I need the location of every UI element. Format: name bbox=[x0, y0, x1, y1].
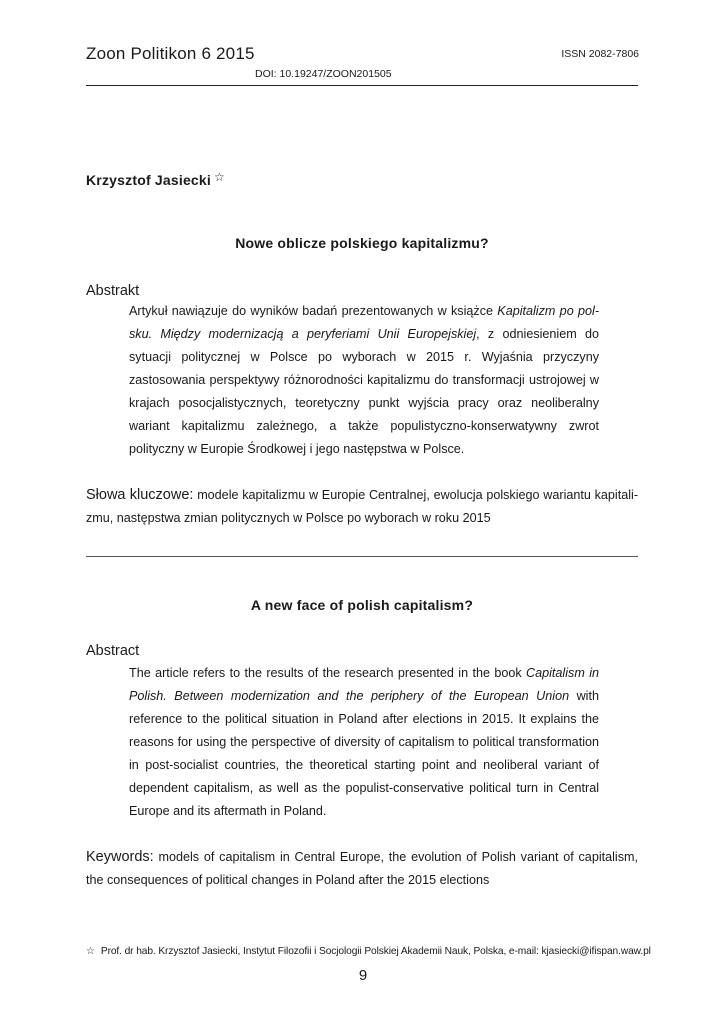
english-abstract-book-title: Capitalism in Polish. Between modernization and the periphery of the European Union bbox=[129, 666, 599, 703]
english-keywords-text: models of capitalism in Central Europe, the evolution of Polish variant of capitalism, the consequences of political changes in Poland after the 2015 elections bbox=[86, 850, 639, 887]
polish-keywords-label: Słowa kluczowe: bbox=[86, 487, 194, 503]
header-rule bbox=[86, 85, 638, 86]
english-keywords bbox=[86, 846, 638, 892]
author bbox=[86, 170, 225, 188]
footnote bbox=[86, 946, 651, 957]
page-number: 9 bbox=[358, 967, 368, 984]
doi: DOI: 10.19247/ZOON201505 bbox=[255, 68, 392, 80]
author-name: Krzysztof Jasiecki bbox=[86, 172, 211, 188]
english-abstract-text-2: with reference to the political situation in Poland after elections in 2015. It explains the reasons for using the perspective of diversity of capitalism to political transformation in post-socialist countries, the theoretical starting point and neoliberal variant of dependent capitalism, as well as the populist-conservative political turn in Central Europe and its aftermath in Poland. bbox=[129, 689, 599, 818]
polish-abstract-book-title: Kapitalizm po polsku. Między modernizacją a peryferiami Unii Europejskiej bbox=[129, 304, 600, 341]
english-title: A new face of polish capitalism? bbox=[250, 597, 474, 613]
polish-abstract-text-2: , z odniesieniem do sytuacji politycznej w Polsce po wyborach w 2015 r. Wyjaśnia przyczyny zastosowania perspektywy różnorodności kapitalizmu do transformacji ustrojowej w krajach posocjalistycznych, teoretyczny punkt wyjścia pracy oraz neoliberalny wariant kapitalizmu zależnego, a także populistyczno-konserwatywny zwrot polityczny w Europie Środkowej i jego następstwa w Polsce. bbox=[129, 327, 600, 456]
footnote-marker: ☆ bbox=[86, 946, 95, 957]
english-abstract-heading: Abstract bbox=[86, 643, 140, 659]
polish-keywords-text: modele kapitalizmu w Europie Centralnej, ewolucja polskiego wariantu kapitalizmu, następstwa zmian politycznych w Polsce po wyborach w roku 2015 bbox=[86, 488, 639, 525]
polish-keywords bbox=[86, 484, 638, 530]
polish-abstract-text-1: Artykuł nawiązuje do wyników badań prezentowanych w książce bbox=[129, 304, 498, 318]
journal-title: Zoon Politikon 6 2015 bbox=[86, 44, 255, 63]
issn: ISSN 2082-7806 bbox=[561, 48, 639, 60]
author-footnote-marker: ☆ bbox=[214, 170, 225, 184]
english-abstract-text-1: The article refers to the results of the research presented in the book bbox=[129, 666, 527, 680]
polish-title: Nowe oblicze polskiego kapitalizmu? bbox=[235, 235, 489, 251]
section-divider bbox=[86, 556, 638, 557]
polish-abstract-heading: Abstrakt bbox=[86, 283, 140, 299]
english-keywords-label: Keywords: bbox=[86, 849, 154, 865]
polish-abstract bbox=[129, 300, 599, 461]
footnote-text: Prof. dr hab. Krzysztof Jasiecki, Instytut Filozofii i Socjologii Polskiej Akademii Nauk, Polska, e-mail: kjasiecki@ifispan.waw.pl bbox=[100, 946, 651, 957]
english-abstract bbox=[129, 662, 599, 823]
